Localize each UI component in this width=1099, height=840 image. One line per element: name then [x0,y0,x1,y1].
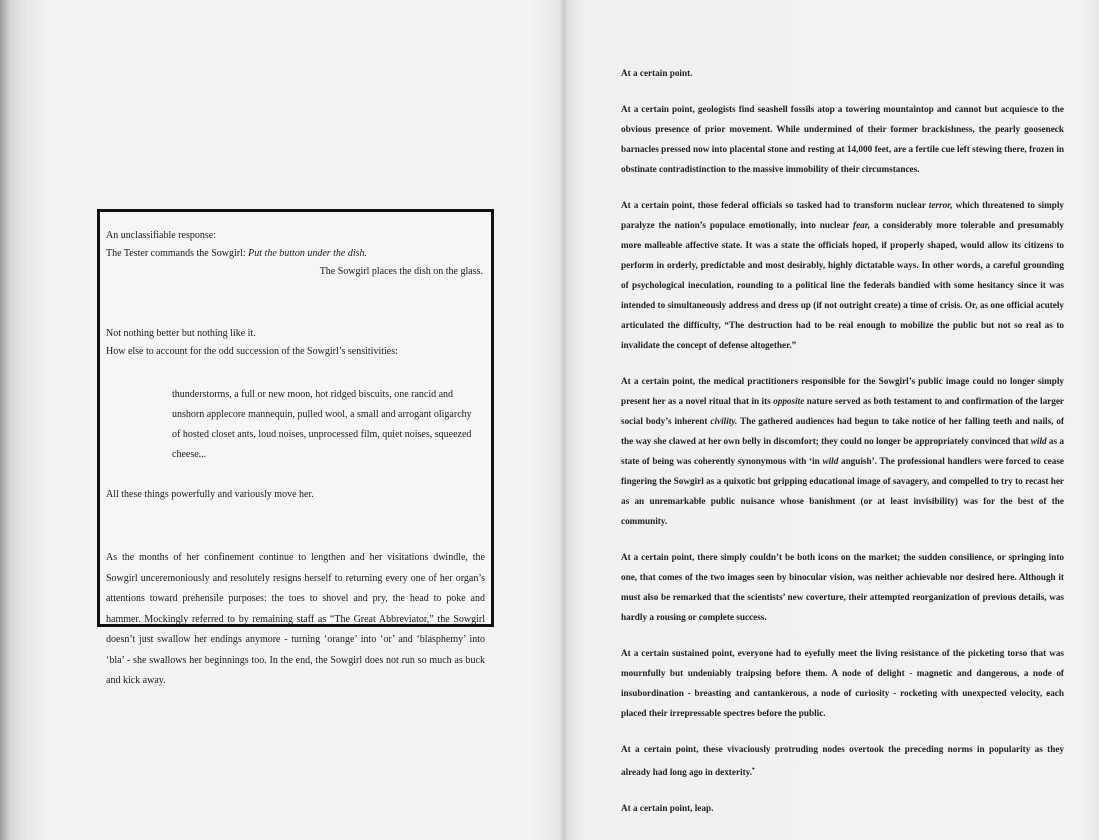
paragraph-2: At a certain point, geologists find seashell fossils atop a towering mountaintop and cannot but acquiesce to the obvious presence of prior movement. While undermined of their former brackishness, the pearly gooseneck barnacles pressed now into placental stone and resting at 14,000 feet, are a fertile cue left stewing there, frozen in obstinate contradistinction to the massive immobility of their circumstances. [621,104,1064,174]
all-these-line: All these things powerfully and variously move her. [106,489,314,500]
closing-paragraph: As the months of her confinement continue to lengthen and her visitations dwindle, the Sowgirl unceremoniously and resolutely resigns herself to returning every one of her organ’s attentions toward prehensile purposes: the toes to shovel and pry, the head to poke and hammer. Mockingly referred to by remaining staff as “The Great Abbreviator,” the Sowgirl doesn’t just swallow her endings anymore - turning ‘orange’ into ‘or’ and ‘blasphemy’ into ‘bla’ - she swallows her beginnings too. In the end, the Sowgirl does not run so much as buck and kick away. [106,552,485,686]
paragraph-8: At a certain point, leap. [621,803,714,814]
emphasis-wild-2: wild [822,456,839,466]
tester-line-text: The Tester commands the Sowgirl: [106,248,249,259]
tester-command: Put the button under the dish. [248,248,368,259]
sowgirl-text-box [97,209,494,686]
paragraph-1: At a certain point. [621,68,693,78]
paragraph-7: At a certain point, these vivaciously protruding nodes overtook the preceding norms in popularity as they already had long ago in dexterity.• [621,744,1064,778]
emphasis-wild: wild [1030,436,1047,446]
how-else-line: How else to account for the odd succession of the Sowgirl’s sensitivities: [106,346,398,357]
paragraph-6: At a certain sustained point, everyone had to eyefully meet the living resistance of the picketing torso that was mournfully but undeniably traipsing before them. A node of delight - magnetic and dangerous, a node of insubordination - breasting and cantankerous, a node of curiosity - rocketing with unexpected velocity, each placed their irrepressable spectres before the public. [621,648,1064,718]
right-page-text [621,63,1064,834]
emphasis-fear: fear, [853,220,871,230]
tester-line [106,245,485,263]
sowgirl-action: The Sowgirl places the dish on the glass. [319,266,483,277]
page-gutter [560,0,568,840]
footnote-mark: • [752,764,755,773]
sensitivities-list: thunderstorms, a full or new moon, hot ridged biscuits, one rancid and unshorn applecore mannequin, pulled wool, a small and arrogant oligarchy of hosted closet ants, loud noises, unprocessed film, quiet noises, squeezed cheese... [172,389,472,460]
emphasis-civility: civility. [710,416,738,426]
paragraph-3: At a certain point, those federal officials so tasked had to transform nuclear terror, which threatened to simply paralyze the nation’s populace emotionally, into nuclear fear, a considerably more tolerable and presumably more malleable affective state. It was a state the officials hoped, if properly shaped, would allow its citizens to perform in orderly, predictable and most desirably, highly dictatable ways. In other words, a careful grounding of psychological ineculation, rounding to a political line the federals bandied with some hesitancy since it was intended to simultaneously address and dress up (if not outright create) a time of crisis. Or, as one official acutely articulated the difficulty, “The destruction had to be real enough to mobilize the public but not so real as to invalidate the concept of defense altogether.” [621,200,1064,350]
paragraph-4: At a certain point, the medical practitioners responsible for the Sowgirl’s public image could no longer simply present her as a novel ritual that in its opposite nature served as both testament to and confirmation of the larger social body’s inherent civility. The gathered audiences had begun to take notice of her falling teeth and nails, of the way she clawed at her own belly in discomfort; they could no longer be appropriately convinced that wild as a state of being was coherently synonymous with ‘in wild anguish’. The professional handlers were forced to cease fingering the Sowgirl as a quixotic but gripping educational image of savagery, and compelled to try to recast her as an unremarkable public nuisance whose banishment (or at least invisibility) was for the best of the community. [621,376,1065,526]
previous-page-edge [0,0,30,840]
box-heading: An unclassifiable response: [106,230,216,241]
emphasis-terror: terror, [928,200,953,210]
paragraph-5: At a certain point, there simply couldn’t be both icons on the market; the sudden consilience, or springing into one, that comes of the two images seen by binocular vision, was neither achievable nor desired here. Although it must also be remarked that the scientists’ new coverture, their attempted reorganization of previous details, was hardly a rousing or complete success. [621,552,1064,622]
emphasis-opposite: opposite [773,396,805,406]
not-nothing-line: Not nothing better but nothing like it. [106,328,256,339]
